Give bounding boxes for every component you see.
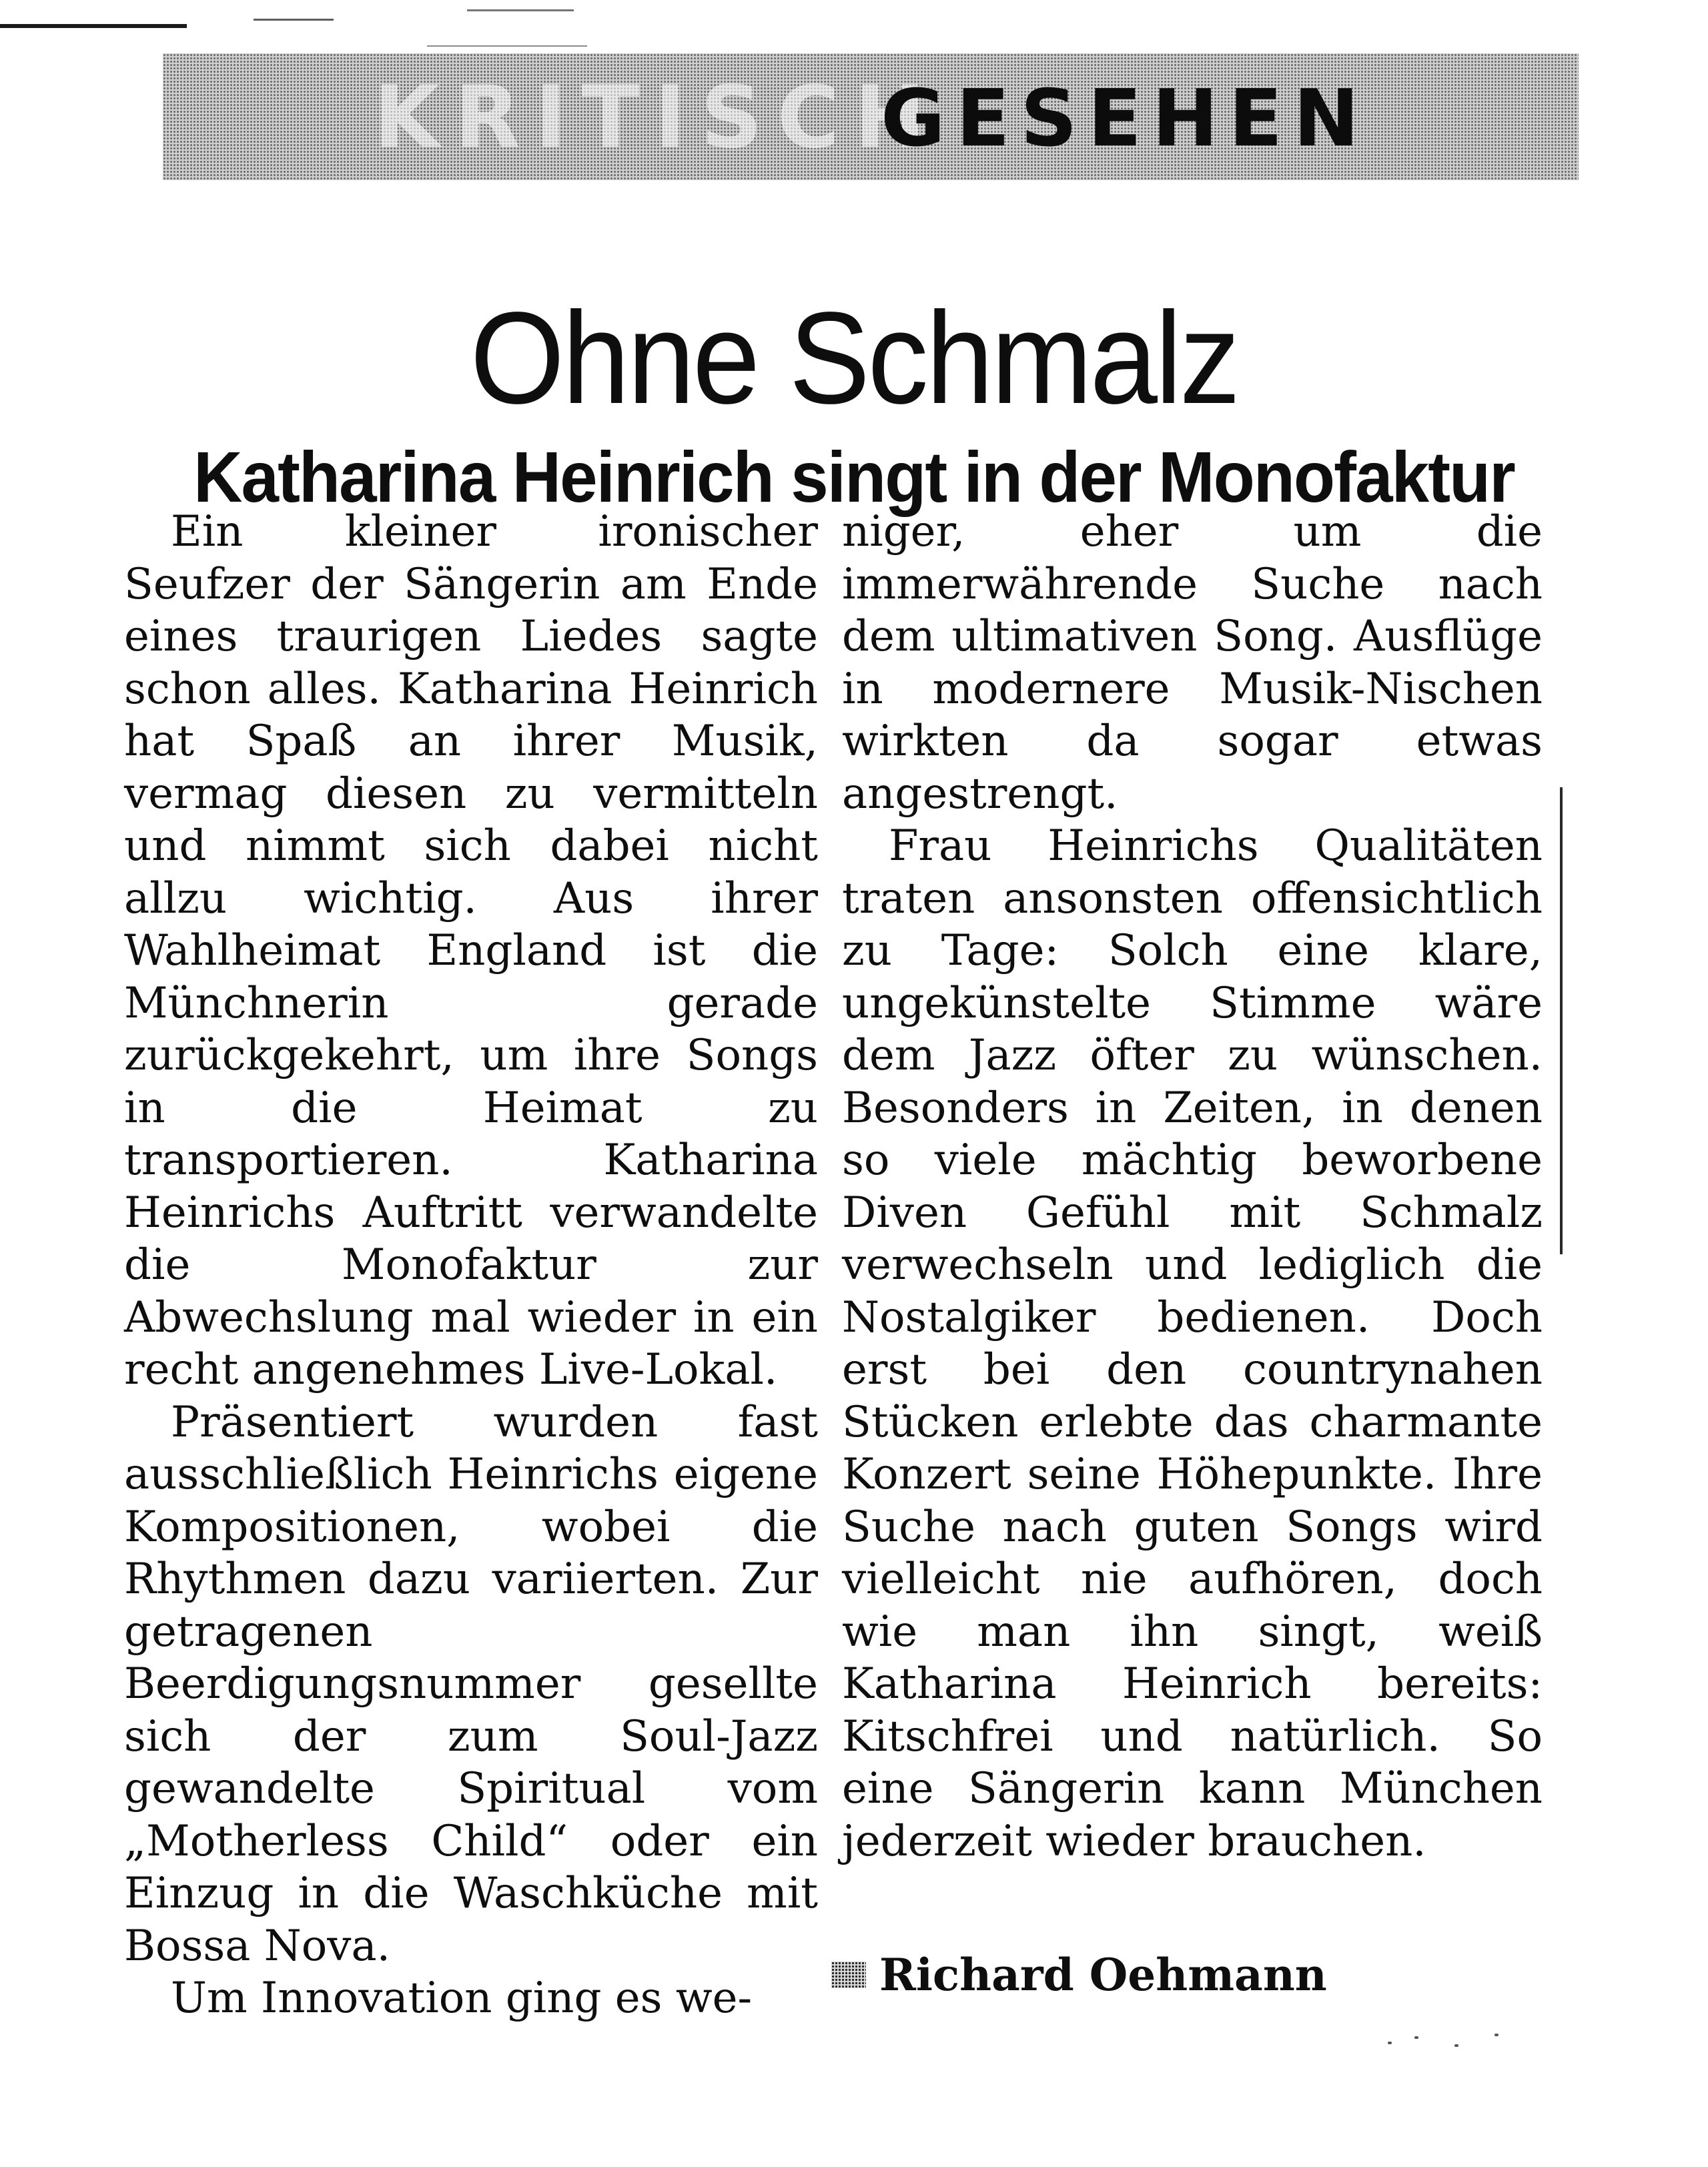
author-name: Richard Oehmann — [879, 1949, 1327, 2001]
author-byline — [831, 1948, 1327, 2002]
section-header-label: GESEHEN — [881, 72, 1370, 164]
paragraph: Präsentiert wurden fast ausschließlich Heinrichs eigene Kompositionen, wobei die Rhythmen dazu variierten. Zur getragenen Beerdigungsnummer gesellte sich der zum Soul-Jazz gewandelte Spiritual vom „Motherless Child“ oder ein Einzug in die Waschküche mit Bossa Nova. — [124, 1397, 818, 1971]
article-column-left — [124, 506, 818, 2025]
scan-speck — [1494, 2034, 1499, 2036]
scan-rule — [0, 24, 187, 28]
paragraph: Frau Heinrichs Qualitäten traten ansonsten offensichtlich zu Tage: Solch eine klare, ungekünstelte Stimme wäre dem Jazz öfter zu wünschen. Besonders in Zeiten, in denen so viele mächtig beworbene Diven Gefühl mit Schmalz verwechseln und lediglich die Nostalgiker bedienen. Doch erst bei den countrynahen Stücken erlebte das charmante Konzert seine Höhepunkte. Ihre Suche nach guten Songs wird vielleicht nie aufhören, doch wie man ihn singt, weiß Katharina Heinrich bereits: Kitschfrei und natürlich. So eine Sängerin kann München jederzeit wieder brauchen. — [842, 821, 1543, 1866]
paragraph: Um Innovation ging es we- — [171, 1974, 753, 2023]
scan-speck — [1454, 2044, 1458, 2047]
paragraph: Ein kleiner ironischer Seufzer der Sängerin am Ende eines traurigen Liedes sagte schon alles. Katharina Heinrich hat Spaß an ihrer Musik, vermag diesen zu vermitteln und nimmt sich dabei nicht allzu wichtig. Aus ihrer Wahlheimat England ist die Münchnerin gerade zurückgekehrt, um ihre Songs in die Heimat zu transportieren. Katharina Heinrichs Auftritt verwandelte die Monofaktur zur Abwechslung mal wieder in ein recht angenehmes Live-Lokal. — [124, 507, 818, 1394]
article-column-right — [842, 506, 1543, 1867]
scan-rule — [427, 45, 587, 47]
scan-rule — [467, 9, 574, 11]
article-headline: Ohne Schmalz — [470, 285, 1238, 432]
byline-marker-icon — [831, 1962, 866, 1988]
column-edge-mark — [1560, 787, 1563, 1254]
scan-speck — [1414, 2036, 1418, 2039]
scan-speck — [1388, 2042, 1392, 2044]
paragraph-continued: niger, eher um die immerwährende Suche nach dem ultimativen Song. Ausflüge in modernere Musik-Nischen wirkten da sogar etwas angestrengt. — [842, 507, 1543, 819]
scan-rule — [254, 19, 334, 21]
article-subheadline: Katharina Heinrich singt in der Monofaktur — [193, 436, 1515, 517]
section-header-ghost-text: KRITISCH — [374, 68, 941, 167]
